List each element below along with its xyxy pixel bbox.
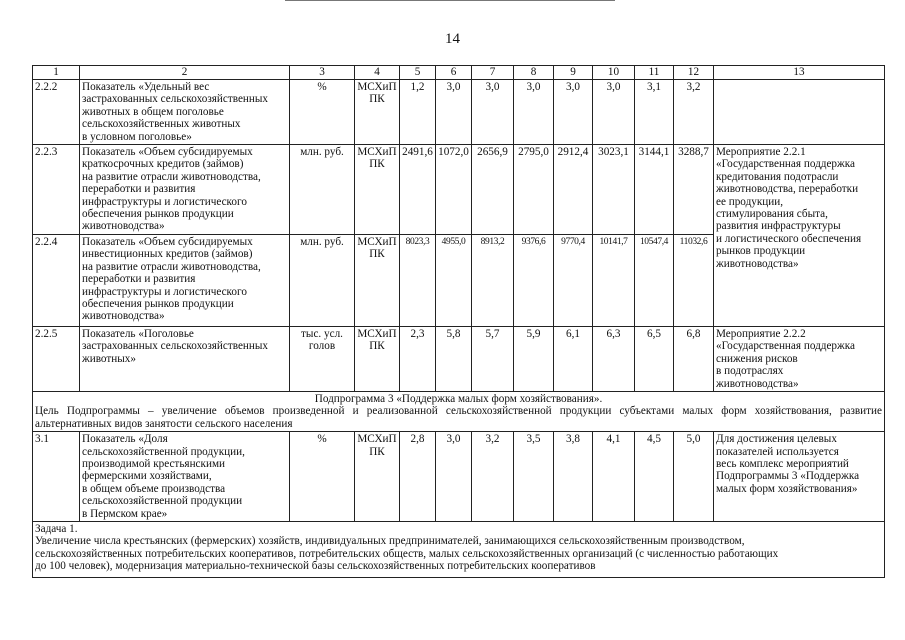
value-cell: 3,2	[472, 432, 514, 522]
value-cell: 8023,3	[400, 234, 436, 326]
value-cell: 3,8	[554, 432, 593, 522]
value-cell: 3,0	[472, 80, 514, 145]
task-cell	[33, 521, 885, 577]
value-cell: 3,0	[554, 80, 593, 145]
value-cell: 4,1	[593, 432, 635, 522]
page-top-rule	[285, 0, 615, 1]
value-cell: 6,1	[554, 326, 593, 391]
page-number: 14	[445, 31, 460, 47]
org-cell: МСХиП ПК	[355, 80, 400, 145]
value-cell: 3,0	[514, 80, 554, 145]
value-cell: 3144,1	[635, 145, 674, 235]
unit-cell: млн. руб.	[290, 234, 355, 326]
value-cell: 5,0	[674, 432, 714, 522]
value-cell: 6,3	[593, 326, 635, 391]
unit-cell: тыс. усл. голов	[290, 326, 355, 391]
value-cell: 8913,2	[472, 234, 514, 326]
value-cell: 5,9	[514, 326, 554, 391]
note-cell: Мероприятие 2.2.2 «Государственная поддержка снижения рисков в подотраслях животноводства»	[714, 326, 885, 391]
subprogram-title: Подпрограмма 3 «Поддержка малых форм хозяйствования».	[314, 392, 603, 405]
value-cell: 2,8	[400, 432, 436, 522]
unit-cell: %	[290, 80, 355, 145]
table-row	[33, 326, 885, 391]
row-code: 2.2.3	[33, 145, 80, 235]
value-cell: 11032,6	[674, 234, 714, 326]
row-code: 2.2.2	[33, 80, 80, 145]
row-code: 3.1	[33, 432, 80, 522]
task-title: Задача 1.	[35, 522, 78, 535]
value-cell: 4955,0	[436, 234, 472, 326]
value-cell: 3,1	[635, 80, 674, 145]
header-cell: 7	[472, 66, 514, 80]
subprogram-goal: Цель Подпрограммы – увеличение объемов произведенной и реализованной сельскохозяйственной продукции субъектами малых форм хозяйствования, развитие альтернативных видов занятости сельского населения	[35, 405, 882, 430]
org-cell: МСХиП ПК	[355, 145, 400, 235]
task-text: Увеличение числа крестьянских (фермерских) хозяйств, индивидуальных предпринимателей, занимающихся сельскохозяйственным производством, сельскохозяйственных потребительских кооперативов, потребительских обществ, малых сельскохозяйственных организаций (с численностью работающих до 100 человек), модернизация материально-технической базы сельскохозяйственных потребительских кооперативов	[35, 535, 779, 573]
header-cell: 8	[514, 66, 554, 80]
table-row	[33, 145, 885, 235]
value-cell: 2491,6	[400, 145, 436, 235]
unit-cell: млн. руб.	[290, 145, 355, 235]
row-code: 2.2.5	[33, 326, 80, 391]
header-cell: 11	[635, 66, 674, 80]
table-row	[33, 432, 885, 522]
indicator-name: Показатель «Удельный вес застрахованных сельскохозяйственных животных в общем поголовье сельскохозяйственных животных в условном поголовье»	[80, 80, 290, 145]
table-header-row	[33, 66, 885, 80]
value-cell: 6,8	[674, 326, 714, 391]
indicators-table	[32, 65, 885, 578]
value-cell: 3,0	[436, 432, 472, 522]
subprogram-cell	[33, 391, 885, 431]
org-cell: МСХиП ПК	[355, 234, 400, 326]
subprogram-row	[33, 391, 885, 431]
indicator-name: Показатель «Объем субсидируемых инвестиционных кредитов (займов) на развитие отрасли животноводства, переработки и развития инфраструктуры и логистического обеспечения рынков продукции животноводства»	[80, 234, 290, 326]
indicator-name: Показатель «Доля сельскохозяйственной продукции, производимой крестьянскими фермерскими хозяйствами, в общем объеме производства сельскохозяйственной продукции в Пермском крае»	[80, 432, 290, 522]
value-cell: 10141,7	[593, 234, 635, 326]
note-cell	[714, 80, 885, 145]
value-cell: 3,5	[514, 432, 554, 522]
value-cell: 9770,4	[554, 234, 593, 326]
header-cell: 10	[593, 66, 635, 80]
value-cell: 5,7	[472, 326, 514, 391]
value-cell: 6,5	[635, 326, 674, 391]
value-cell: 3,0	[593, 80, 635, 145]
org-cell: МСХиП ПК	[355, 432, 400, 522]
value-cell: 1,2	[400, 80, 436, 145]
header-cell: 6	[436, 66, 472, 80]
value-cell: 3288,7	[674, 145, 714, 235]
note-cell: Для достижения целевых показателей используется весь комплекс мероприятий Подпрограммы 3 «Поддержка малых форм хозяйствования»	[714, 432, 885, 522]
indicator-name: Показатель «Объем субсидируемых краткосрочных кредитов (займов) на развитие отрасли животноводства, переработки и развития инфраструктуры и логистического обеспечения рынков продукции животноводства»	[80, 145, 290, 235]
value-cell: 1072,0	[436, 145, 472, 235]
value-cell: 2912,4	[554, 145, 593, 235]
header-cell: 3	[290, 66, 355, 80]
row-code: 2.2.4	[33, 234, 80, 326]
value-cell: 9376,6	[514, 234, 554, 326]
value-cell: 2656,9	[472, 145, 514, 235]
value-cell: 3023,1	[593, 145, 635, 235]
indicator-name: Показатель «Поголовье застрахованных сельскохозяйственных животных»	[80, 326, 290, 391]
value-cell: 10547,4	[635, 234, 674, 326]
header-cell: 1	[33, 66, 80, 80]
note-cell: Мероприятие 2.2.1 «Государственная поддержка кредитования подотрасли животноводства, переработки ее продукции, стимулирования сбыта, развития инфраструктуры и логистического обеспечения рынков продукции животноводства»	[714, 145, 885, 327]
header-cell: 5	[400, 66, 436, 80]
header-cell: 2	[80, 66, 290, 80]
header-cell: 13	[714, 66, 885, 80]
header-cell: 4	[355, 66, 400, 80]
task-row	[33, 521, 885, 577]
table-row	[33, 80, 885, 145]
value-cell: 3,0	[436, 80, 472, 145]
value-cell: 2795,0	[514, 145, 554, 235]
header-cell: 12	[674, 66, 714, 80]
value-cell: 3,2	[674, 80, 714, 145]
header-cell: 9	[554, 66, 593, 80]
value-cell: 4,5	[635, 432, 674, 522]
value-cell: 5,8	[436, 326, 472, 391]
value-cell: 2,3	[400, 326, 436, 391]
unit-cell: %	[290, 432, 355, 522]
org-cell: МСХиП ПК	[355, 326, 400, 391]
